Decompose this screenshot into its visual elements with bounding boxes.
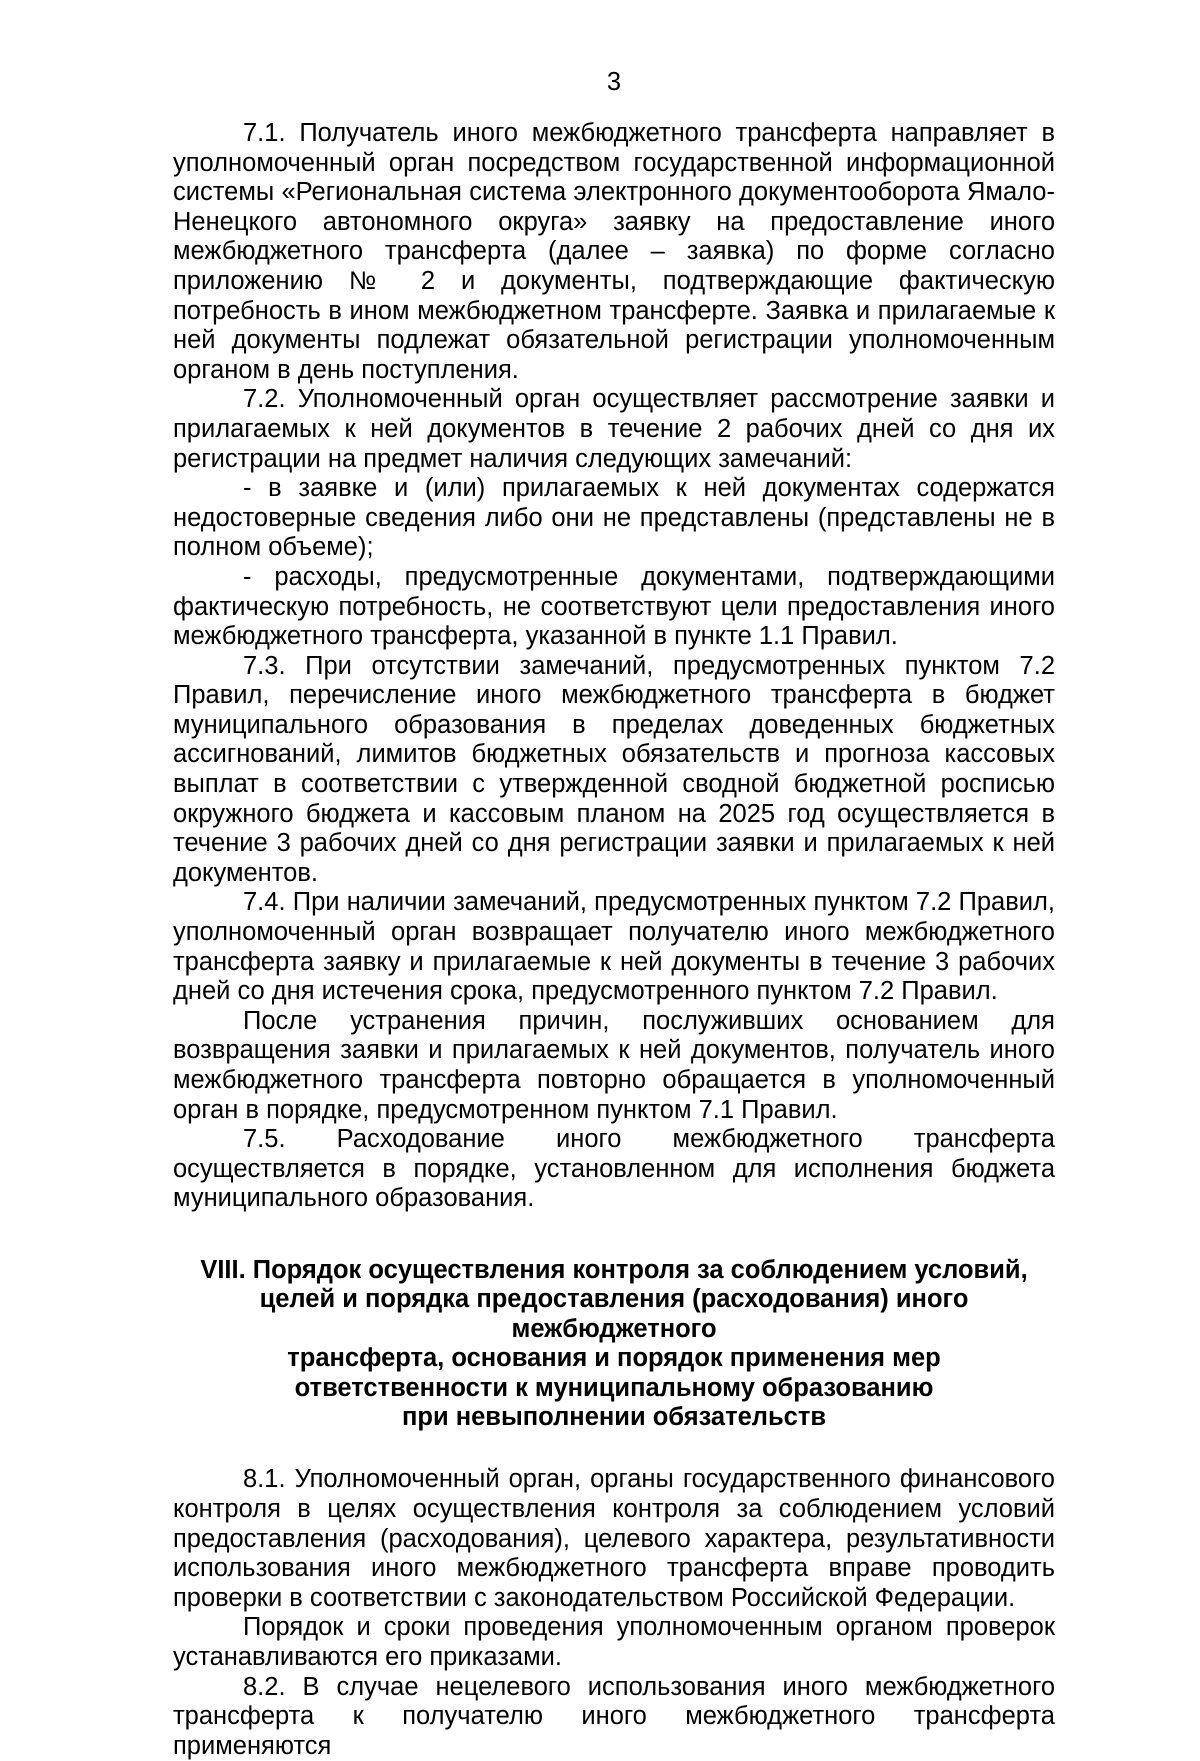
paragraph-7-4: 7.4. При наличии замечаний, предусмотренных пунктом 7.2 Правил, уполномоченный орган возвращает получателю иного межбюджетного трансферта заявку и прилагаемые к ней документы в течение 3 рабочих дней со дня истечения срока, предусмотренного пунктом 7.2 Правил. xyxy=(173,888,1055,1006)
paragraph-7-5: 7.5. Расходование иного межбюджетного трансферта осуществляется в порядке, установленном для исполнения бюджета муниципального образования. xyxy=(173,1125,1055,1213)
paragraph-8-2: 8.2. В случае нецелевого использования иного межбюджетного трансферта к получателю иного межбюджетного трансферта применяются xyxy=(173,1672,1055,1760)
heading-line: ответственности к муниципальному образованию xyxy=(294,1373,934,1402)
paragraph-8-1-continued: Порядок и сроки проведения уполномоченным органом проверок устанавливаются его приказами. xyxy=(173,1613,1055,1671)
paragraph-7-4-continued: После устранения причин, послуживших основанием для возвращения заявки и прилагаемых к ней документов, получатель иного межбюджетного трансферта повторно обращается в уполномоченный орган в порядке, предусмотренном пунктом 7.1 Правил. xyxy=(173,1006,1055,1124)
list-item-7-2-b: - расходы, предусмотренные документами, подтверждающими фактическую потребность, не соответствуют цели предоставления иного межбюджетного трансферта, указанной в пункте 1.1 Правил. xyxy=(173,562,1055,651)
page-number: 3 xyxy=(606,68,622,96)
heading-line: при невыполнении обязательств xyxy=(401,1403,827,1431)
list-item-7-2-a: - в заявке и (или) прилагаемых к ней документах содержатся недостоверные сведения либо они не представлены (представлены не в полном объеме); xyxy=(173,474,1055,562)
paragraph-7-3: 7.3. При отсутствии замечаний, предусмотренных пунктом 7.2 Правил, перечисление иного межбюджетного трансферта в бюджет муниципального образования в пределах доведенных бюджетных ассигнований, лимитов бюджетных обязательств и прогноза кассовых выплат в соответствии с утвержденной сводной бюджетной росписью окружного бюджета и кассовым планом на 2025 год осуществляется в течение 3 рабочих дней со дня регистрации заявки и прилагаемых к ней документов. xyxy=(173,651,1055,887)
heading-line: целей и порядка предоставления (расходования) иного межбюджетного xyxy=(259,1285,969,1343)
section-heading-viii xyxy=(173,1256,1055,1432)
heading-line: трансферта, основания и порядок применения мер xyxy=(287,1344,941,1373)
heading-line: VIII. Порядок осуществления контроля за соблюдением условий, xyxy=(200,1255,1028,1284)
paragraph-7-1: 7.1. Получатель иного межбюджетного трансферта направляет в уполномоченный орган посредством государственной информационной системы «Региональная система электронного документооборота Ямало-Ненецкого автономного округа» заявку на предоставление иного межбюджетного трансферта (далее – заявка) по форме согласно приложению № 2 и документы, подтверждающие фактическую потребность в ином межбюджетном трансферте. Заявка и прилагаемые к ней документы подлежат обязательной регистрации уполномоченным органом в день поступления. xyxy=(173,119,1055,384)
paragraph-8-1: 8.1. Уполномоченный орган, органы государственного финансового контроля в целях осуществления контроля за соблюдением условий предоставления (расходования), целевого характера, результативности использования иного межбюджетного трансферта вправе проводить проверки в соответствии с законодательством Российской Федерации. xyxy=(173,1465,1055,1612)
paragraph-7-2: 7.2. Уполномоченный орган осуществляет рассмотрение заявки и прилагаемых к ней документов в течение 2 рабочих дней со дня их регистрации на предмет наличия следующих замечаний: xyxy=(173,385,1055,473)
